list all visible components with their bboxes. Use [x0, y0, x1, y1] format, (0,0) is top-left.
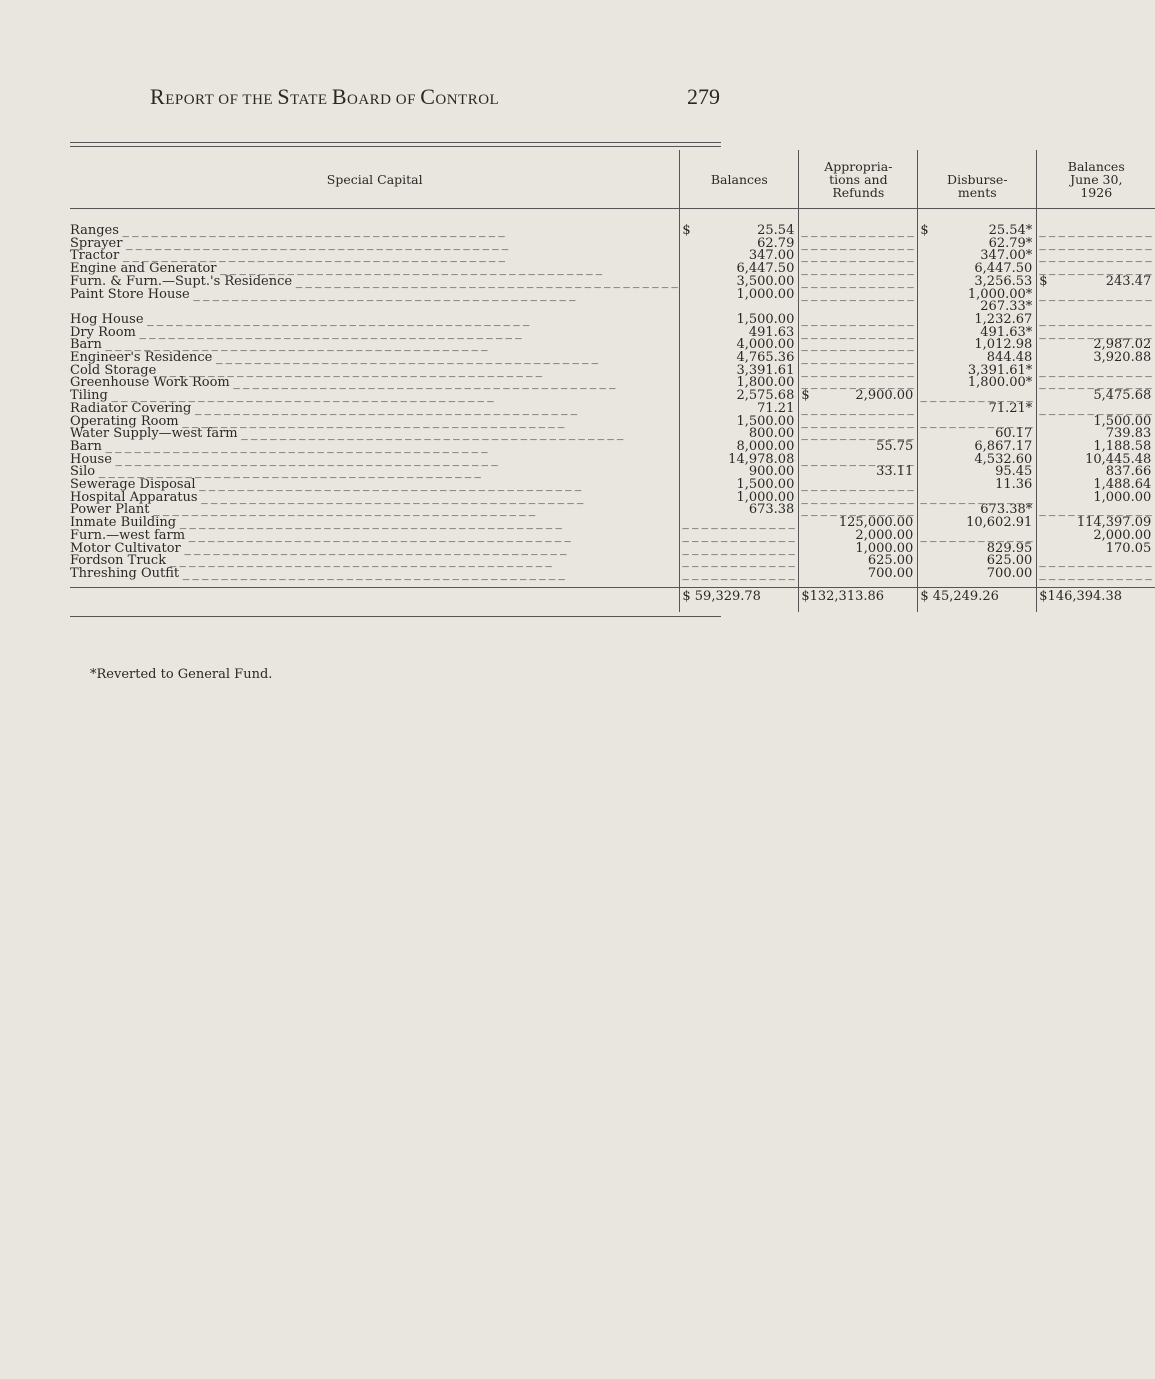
value-cell [680, 565, 799, 581]
cell-value: 6,447.50 [974, 261, 1033, 277]
cell-value: 800.00 [748, 426, 795, 442]
cell-value: 1,000.00 [855, 540, 914, 556]
empty-dash: _ _ _ _ _ _ _ _ _ _ _ _ [801, 362, 914, 378]
row-name: Greenhouse Work Room _ _ _ [70, 375, 615, 390]
footnote: *Reverted to General Fund. [90, 667, 273, 682]
row-label [70, 286, 680, 302]
cell-value: 1,800.00* [967, 375, 1033, 391]
row-name: Furn. & Furn.—Supt.'s Residence _ _ _ [70, 274, 677, 289]
cell-value: 62.79 [757, 235, 795, 251]
empty-dash: _ _ _ _ _ _ _ _ _ _ _ _ [801, 248, 914, 264]
value-cell [918, 565, 1037, 581]
cell-value: 1,000.00* [967, 286, 1033, 302]
cell-value: 5,475.68 [1093, 388, 1152, 404]
cell-value: 844.48 [986, 350, 1033, 366]
empty-dash: _ _ _ _ _ _ _ _ _ _ _ _ [682, 553, 795, 569]
cell-value: 1,488.64 [1093, 477, 1152, 493]
cell-value: 4,765.36 [736, 350, 795, 366]
cell-value: 3,256.53 [974, 273, 1033, 289]
value-cell [1037, 565, 1155, 581]
cell-value: 4,532.60 [974, 451, 1033, 467]
empty-dash: _ _ _ _ _ _ _ _ _ _ _ _ [801, 375, 914, 391]
cell-value: 2,000.00 [1093, 527, 1152, 543]
cell-value: 55.75 [876, 438, 914, 454]
cell-value: 62.79* [988, 235, 1033, 251]
empty-dash: _ _ _ _ _ _ _ _ _ _ _ _ [801, 261, 914, 277]
empty-dash: _ _ _ _ _ _ _ _ _ _ _ _ [682, 515, 795, 531]
cell-value: 900.00 [748, 464, 795, 480]
cell-value: 11.36 [995, 477, 1033, 493]
total-approp [799, 587, 918, 612]
empty-dash: _ _ _ _ _ _ _ _ _ _ _ _ [1039, 375, 1152, 391]
row-name: Motor Cultivator _ _ _ [70, 541, 566, 556]
empty-dash: _ _ _ _ _ _ _ _ _ _ _ _ [1039, 324, 1152, 340]
top-rule [70, 142, 721, 143]
row-name: Furn.—west farm _ _ _ [70, 528, 570, 543]
row-name: Tiling _ _ _ [70, 388, 493, 403]
value-cell [799, 565, 918, 581]
row-name: Engine and Generator _ _ _ [70, 261, 602, 276]
empty-dash: _ _ _ _ _ _ _ _ _ _ _ _ [801, 413, 914, 429]
cell-value: 1,000.00 [736, 286, 795, 302]
empty-dash: _ _ _ _ _ _ _ _ _ _ _ _ [920, 489, 1033, 505]
header-balances: Balances [680, 150, 799, 209]
row-name: Silo _ _ _ [70, 464, 480, 479]
bottom-rule [70, 616, 721, 617]
empty-dash: _ _ _ _ _ _ _ _ _ _ _ _ [1039, 311, 1152, 327]
row-name: Dry Room _ _ _ [70, 325, 521, 340]
row-name: Fordson Truck _ _ _ [70, 553, 551, 568]
top-rule-second [70, 146, 721, 147]
row-name: Hog House _ _ _ [70, 312, 529, 327]
cell-value: 170.05 [1105, 540, 1152, 556]
row-name: Ranges _ _ _ [70, 223, 504, 238]
row-name: Operating Room _ _ _ [70, 414, 564, 429]
cell-value: 3,500.00 [736, 273, 795, 289]
cell-value: 10,602.91 [966, 515, 1033, 531]
row-name: Threshing Outfit _ _ _ [70, 566, 564, 581]
cell-value: 1,012.98 [974, 337, 1033, 353]
cell-value: 673.38* [980, 502, 1033, 518]
row-name: Sprayer _ _ _ [70, 236, 508, 251]
cell-value: 2,575.68 [736, 388, 795, 404]
empty-dash: _ _ _ _ _ _ _ _ _ _ _ _ [920, 527, 1033, 543]
total-value: $ 45,249.26 [920, 588, 999, 604]
row-label [70, 565, 680, 581]
row-name: Power Plant _ _ _ [70, 502, 535, 517]
value-cell [799, 286, 918, 302]
cell-value: 6,447.50 [736, 261, 795, 277]
header-appropriations: Appropria- tions and Refunds [799, 150, 918, 209]
cell-value: 347.00* [980, 248, 1033, 264]
special-capital-table [70, 150, 1155, 612]
empty-dash: _ _ _ _ _ _ _ _ _ _ _ _ [682, 540, 795, 556]
total-value: $132,313.86 [801, 588, 885, 604]
row-name: Paint Store House _ _ _ [70, 287, 575, 302]
empty-dash: _ _ _ _ _ _ _ _ _ _ _ _ [1039, 248, 1152, 264]
cell-value: 10,445.48 [1085, 451, 1152, 467]
empty-dash: _ _ _ _ _ _ _ _ _ _ _ _ [801, 502, 914, 518]
empty-dash: _ _ _ _ _ _ _ _ _ _ _ _ [801, 223, 914, 238]
cell-value: 700.00 [867, 565, 914, 581]
empty-dash: _ _ _ _ _ _ _ _ _ _ _ _ [1039, 553, 1152, 569]
cell-value: 25.54* [988, 223, 1033, 238]
totals-row [70, 587, 1155, 612]
cell-value: 8,000.00 [736, 438, 795, 454]
row-name: House _ _ _ [70, 452, 497, 467]
empty-dash: _ _ _ _ _ _ _ _ _ _ _ _ [1039, 261, 1152, 277]
empty-dash: _ _ _ _ _ _ _ _ _ _ _ _ [1039, 362, 1152, 378]
dollar-sign: $ [1039, 273, 1048, 289]
cell-value: 1,500.00 [736, 477, 795, 493]
row-name: Barn _ _ _ [70, 439, 487, 454]
cell-value: 1,188.58 [1093, 438, 1152, 454]
empty-dash: _ _ _ _ _ _ _ _ _ _ _ _ [801, 311, 914, 327]
totals-label [70, 587, 680, 612]
cell-value: 3,920.88 [1093, 350, 1152, 366]
cell-value: 2,000.00 [855, 527, 914, 543]
cell-value: 95.45 [995, 464, 1033, 480]
page-number: 279 [687, 84, 720, 109]
cell-value: 491.63* [980, 324, 1033, 340]
table-header-row [70, 150, 1155, 209]
cell-value: 1,800.00 [736, 375, 795, 391]
empty-dash: _ _ _ _ _ _ _ _ _ _ _ _ [1039, 223, 1152, 238]
cell-value: 1,000.00 [736, 489, 795, 505]
cell-value: 2,900.00 [855, 388, 914, 404]
empty-dash: _ _ _ _ _ _ _ _ _ _ _ _ [682, 527, 795, 543]
dollar-sign: $ [682, 223, 691, 238]
empty-dash: _ _ _ _ _ _ _ _ _ _ _ _ [801, 477, 914, 493]
cell-value: 625.00 [986, 553, 1033, 569]
header-special-capital: Special Capital [70, 150, 680, 209]
row-name: Sewerage Disposal _ _ _ [70, 477, 581, 492]
cell-value: 2,987.02 [1093, 337, 1152, 353]
total-june [1037, 587, 1155, 612]
cell-value: 1,500.00 [736, 311, 795, 327]
cell-value: 829.95 [986, 540, 1033, 556]
row-name: Inmate Building _ _ _ [70, 515, 561, 530]
total-value: $ 59,329.78 [682, 588, 761, 604]
cell-value: 3,391.61 [736, 362, 795, 378]
page-header-title: REPORT OF THE STATE BOARD OF CONTROL [150, 84, 500, 109]
total-balances [680, 587, 799, 612]
total-value: $146,394.38 [1039, 588, 1122, 604]
table-row [70, 568, 1155, 581]
empty-dash: _ _ _ _ _ _ _ _ _ _ _ _ [801, 489, 914, 505]
cell-value: 700.00 [986, 565, 1033, 581]
empty-dash: _ _ _ _ _ _ _ _ _ _ _ _ [1039, 502, 1152, 518]
empty-dash: _ _ _ _ _ _ _ _ _ _ _ _ [1039, 235, 1152, 251]
empty-dash: _ _ _ _ _ _ _ _ _ _ _ _ [1039, 286, 1152, 302]
row-name: Radiator Covering _ _ _ [70, 401, 577, 416]
cell-value: 673.38 [748, 502, 795, 518]
value-cell [1037, 286, 1155, 302]
cell-value: 3,391.61* [967, 362, 1033, 378]
empty-dash: _ _ _ _ _ _ _ _ _ _ _ _ [682, 565, 795, 581]
empty-dash: _ _ _ _ _ _ _ _ _ _ _ _ [1039, 400, 1152, 416]
empty-dash: _ _ _ _ _ _ _ _ _ _ _ _ [801, 273, 914, 289]
empty-dash: _ _ _ _ _ _ _ _ _ _ _ _ [801, 286, 914, 302]
cell-value: 347.00 [748, 248, 795, 264]
empty-dash: _ _ _ _ _ _ _ _ _ _ _ _ [801, 350, 914, 366]
cell-value: 114,397.09 [1076, 515, 1152, 531]
dollar-sign: $ [920, 223, 929, 238]
empty-dash: _ _ _ _ _ _ _ _ _ _ _ _ [801, 324, 914, 340]
cell-value: 4,000.00 [736, 337, 795, 353]
row-name: Engineer's Residence _ _ _ [70, 350, 598, 365]
cell-value: 625.00 [867, 553, 914, 569]
value-cell [680, 286, 799, 302]
dollar-sign: $ [801, 388, 810, 404]
cell-value: 837.66 [1105, 464, 1152, 480]
cell-value: 1,232.67 [974, 311, 1033, 327]
empty-dash: _ _ _ _ _ _ _ _ _ _ _ _ [801, 426, 914, 442]
cell-value: 25.54 [757, 223, 795, 238]
row-name: Tractor _ _ _ [70, 248, 504, 263]
empty-dash: _ _ _ _ _ _ _ _ _ _ _ _ [801, 235, 914, 251]
row-name: Cold Storage _ _ _ [70, 363, 542, 378]
header-balances-june: Balances June 30, 1926 [1037, 150, 1155, 209]
cell-value: 267.33* [980, 299, 1033, 315]
row-name: Hospital Apparatus _ _ _ [70, 490, 583, 505]
cell-value: 125,000.00 [838, 515, 914, 531]
empty-dash: _ _ _ _ _ _ _ _ _ _ _ _ [801, 337, 914, 353]
cell-value: 491.63 [748, 324, 795, 340]
total-disb [918, 587, 1037, 612]
empty-dash: _ _ _ _ _ _ _ _ _ _ _ _ [1039, 565, 1152, 581]
header-disbursements: Disburse- ments [918, 150, 1037, 209]
cell-value: 71.21 [757, 400, 795, 416]
cell-value: 1,000.00 [1093, 489, 1152, 505]
cell-value: 14,978.08 [728, 451, 795, 467]
empty-dash: _ _ _ _ _ _ _ _ _ _ _ _ [920, 388, 1033, 404]
cell-value: 243.47 [1105, 273, 1152, 289]
empty-dash: _ _ _ _ _ _ _ _ _ _ _ _ [920, 413, 1033, 429]
cell-value: 6,867.17 [974, 438, 1033, 454]
running-head [150, 84, 720, 110]
cell-value: 739.83 [1105, 426, 1152, 442]
cell-value: 1,500.00 [736, 413, 795, 429]
cell-value: 71.21* [988, 400, 1033, 416]
cell-value: 33.11 [876, 464, 914, 480]
empty-dash: _ _ _ _ _ _ _ _ _ _ _ _ [801, 451, 914, 467]
empty-dash: _ _ _ _ _ _ _ _ _ _ _ _ [801, 400, 914, 416]
row-name: Barn _ _ _ [70, 337, 487, 352]
row-name: Water Supply—west farm _ _ _ [70, 426, 623, 441]
cell-value: 1,500.00 [1093, 413, 1152, 429]
cell-value: 60.17 [995, 426, 1033, 442]
